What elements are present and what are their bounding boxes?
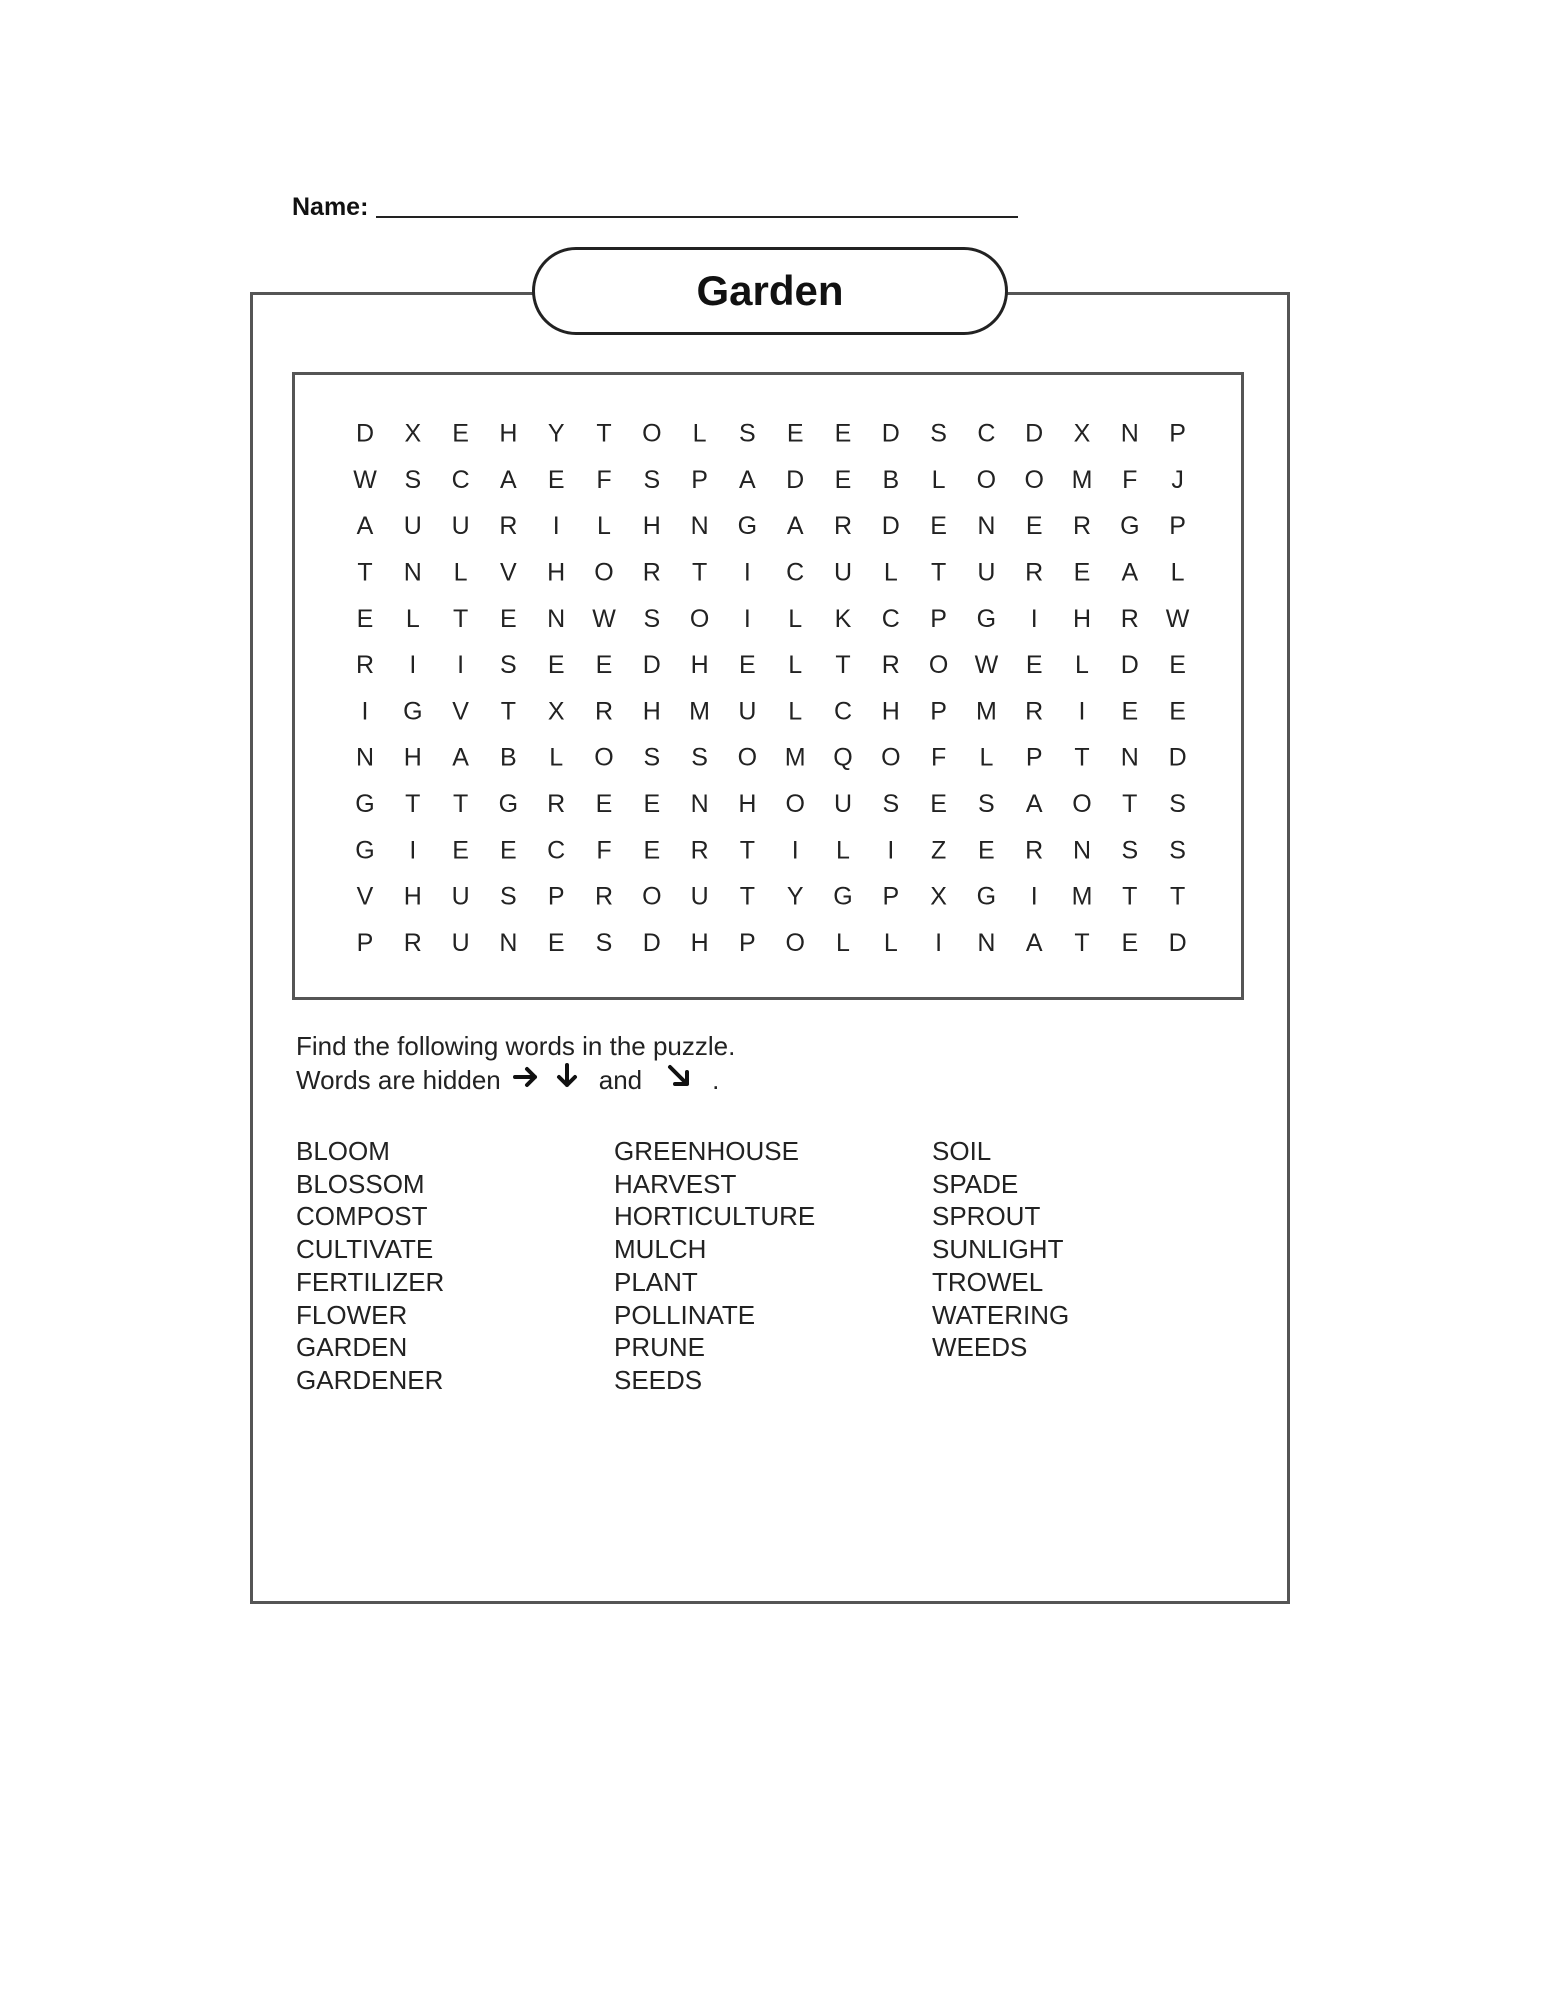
grid-letter[interactable]: C [547, 836, 566, 865]
grid-letter[interactable]: E [1169, 651, 1186, 680]
grid-letter[interactable]: N [403, 558, 422, 587]
grid-letter[interactable]: O [785, 790, 805, 819]
grid-letter[interactable]: T [1074, 743, 1090, 772]
grid-letter[interactable]: I [409, 651, 417, 680]
grid-letter[interactable]: E [547, 465, 565, 494]
grid-letter[interactable]: S [404, 465, 422, 494]
name-input-line[interactable] [376, 216, 1018, 218]
grid-letter[interactable]: M [784, 743, 806, 772]
grid-letter[interactable]: G [976, 882, 997, 911]
grid-letter[interactable]: L [836, 928, 850, 957]
grid-letter[interactable]: I [361, 697, 369, 726]
grid-letter[interactable]: H [642, 697, 661, 726]
grid-letter[interactable]: O [689, 604, 710, 633]
grid-letter[interactable]: S [1121, 836, 1139, 865]
grid-letter[interactable]: D [355, 419, 375, 448]
grid-letter[interactable]: W [1165, 604, 1190, 633]
instruction-line-1: Find the following words in the puzzle. [296, 1031, 736, 1061]
grid-letter[interactable]: P [739, 928, 756, 957]
grid-letter[interactable]: N [690, 512, 709, 541]
word-item: SPADE [932, 1168, 1019, 1199]
grid-letter[interactable]: P [1025, 743, 1043, 772]
word-item: GREENHOUSE [614, 1136, 799, 1166]
grid-letter[interactable]: X [930, 882, 947, 911]
grid-letter[interactable]: O [594, 558, 614, 587]
word-item: CULTIVATE [296, 1234, 434, 1265]
grid-letter[interactable]: G [498, 790, 519, 819]
grid-letter[interactable]: N [977, 512, 996, 541]
word-item: SOIL [932, 1136, 992, 1166]
grid-letter[interactable]: S [643, 743, 661, 772]
grid-letter[interactable]: E [452, 836, 469, 865]
grid-letter[interactable]: E [547, 928, 565, 957]
grid-letter[interactable]: M [1071, 465, 1093, 494]
grid-letter[interactable]: I [409, 836, 417, 865]
word-item: WATERING [932, 1299, 1070, 1330]
grid-letter[interactable]: H [881, 697, 900, 726]
grid-letter[interactable]: O [737, 743, 758, 772]
word-column-1 [296, 1135, 614, 1397]
grid-letter[interactable]: G [355, 790, 375, 819]
grid-letter[interactable]: F [596, 836, 612, 865]
instruction-and: and [598, 1064, 643, 1095]
grid-letter[interactable]: W [974, 651, 999, 680]
grid-letter[interactable]: H [403, 882, 422, 911]
grid-letter[interactable]: R [1120, 604, 1139, 633]
grid-letter[interactable]: H [642, 512, 661, 541]
grid-letter[interactable]: S [1169, 836, 1186, 865]
grid-letter[interactable]: E [930, 512, 947, 541]
grid-letter[interactable]: U [977, 558, 996, 587]
grid-letter[interactable]: A [1121, 558, 1139, 587]
grid-letter[interactable]: R [833, 512, 853, 541]
grid-letter[interactable]: E [786, 419, 804, 448]
grid-letter[interactable]: P [1169, 419, 1186, 448]
grid-letter[interactable]: T [1169, 882, 1186, 911]
grid-letter[interactable]: A [356, 512, 374, 541]
grid-letter[interactable]: I [1030, 882, 1038, 911]
grid-letter[interactable]: L [883, 558, 898, 587]
grid-letter[interactable]: D [786, 465, 805, 494]
grid-letter[interactable]: E [356, 604, 374, 633]
grid-letter[interactable]: L [883, 928, 898, 957]
grid-letter[interactable]: E [1121, 697, 1139, 726]
grid-letter[interactable]: E [1169, 697, 1186, 726]
grid-letter[interactable]: E [834, 419, 852, 448]
grid-letter[interactable]: H [690, 928, 709, 957]
grid-letter[interactable]: C [833, 697, 853, 726]
grid-letter[interactable]: E [739, 651, 756, 680]
word-item: GARDENER [296, 1364, 444, 1395]
grid-letter[interactable]: O [928, 651, 949, 680]
word-item: PLANT [614, 1266, 698, 1297]
grid-letter[interactable]: T [1122, 790, 1138, 819]
grid-letter[interactable]: H [547, 558, 566, 587]
grid-letter[interactable]: O [1072, 790, 1092, 819]
grid-letter[interactable]: D [1168, 743, 1187, 772]
word-item: POLLINATE [614, 1299, 756, 1330]
grid-letter[interactable]: S [643, 604, 661, 633]
grid-letter[interactable]: T [596, 419, 612, 448]
grid-letter[interactable]: E [643, 790, 661, 819]
word-column-2 [614, 1135, 932, 1397]
letter-grid [295, 375, 1241, 997]
word-item: WEEDS [932, 1332, 1028, 1363]
grid-letter[interactable]: L [788, 697, 803, 726]
grid-letter[interactable]: L [1170, 558, 1185, 587]
grid-letter[interactable]: R [1072, 512, 1092, 541]
grid-letter[interactable]: I [791, 836, 799, 865]
grid-letter[interactable]: I [743, 604, 751, 633]
word-item: HORTICULTURE [614, 1201, 816, 1232]
grid-letter[interactable]: R [499, 512, 518, 541]
grid-letter[interactable]: R [881, 651, 900, 680]
grid-letter[interactable]: F [930, 743, 947, 772]
grid-letter[interactable]: G [737, 512, 758, 541]
grid-letter[interactable]: L [788, 604, 803, 633]
grid-letter[interactable]: W [353, 465, 377, 494]
grid-letter[interactable]: S [500, 882, 517, 911]
grid-letter[interactable]: G [1120, 512, 1140, 541]
grid-letter[interactable]: E [1025, 651, 1043, 680]
grid-letter[interactable]: V [356, 882, 374, 911]
grid-letter[interactable]: B [882, 465, 900, 494]
arrow-down-icon [555, 1063, 579, 1097]
grid-letter[interactable]: U [403, 512, 422, 541]
grid-letter[interactable]: S [643, 465, 661, 494]
grid-letter[interactable]: R [690, 836, 709, 865]
word-item: PRUNE [614, 1332, 706, 1363]
grid-letter[interactable]: L [692, 419, 707, 448]
grid-letter[interactable]: H [690, 651, 709, 680]
grid-letter[interactable]: T [452, 790, 469, 819]
grid-letter[interactable]: U [451, 928, 470, 957]
grid-letter[interactable]: O [642, 419, 662, 448]
grid-letter[interactable]: I [1078, 697, 1086, 726]
grid-letter[interactable]: R [642, 558, 661, 587]
grid-letter[interactable]: L [1075, 651, 1089, 680]
grid-letter[interactable]: X [1073, 419, 1091, 448]
grid-letter[interactable]: O [881, 743, 901, 772]
grid-letter[interactable]: A [1025, 928, 1043, 957]
name-row [292, 193, 1018, 222]
grid-letter[interactable]: T [500, 697, 517, 726]
grid-letter[interactable]: P [1169, 512, 1186, 541]
grid-letter[interactable]: R [1025, 558, 1044, 587]
grid-letter[interactable]: O [785, 928, 805, 957]
grid-letter[interactable]: T [1122, 882, 1138, 911]
grid-letter[interactable]: W [592, 604, 616, 633]
grid-letter[interactable]: Q [833, 743, 853, 772]
letter-grid-box [292, 372, 1244, 1000]
grid-letter[interactable]: N [690, 790, 709, 819]
grid-letter[interactable]: Y [547, 419, 565, 448]
grid-letter[interactable]: E [643, 836, 661, 865]
instruction-prefix: Words are hidden [296, 1064, 501, 1095]
word-item: GARDEN [296, 1332, 408, 1363]
grid-letter[interactable]: E [452, 419, 469, 448]
word-item: SEEDS [614, 1364, 703, 1395]
word-item: MULCH [614, 1234, 707, 1265]
grid-letter[interactable]: P [930, 697, 947, 726]
grid-letter[interactable]: U [833, 558, 853, 587]
grid-letter[interactable]: N [1120, 743, 1139, 772]
grid-letter[interactable]: P [547, 882, 565, 911]
grid-letter[interactable]: S [500, 651, 517, 680]
grid-letter[interactable]: U [738, 697, 757, 726]
grid-letter[interactable]: C [977, 419, 996, 448]
grid-letter[interactable]: H [1072, 604, 1092, 633]
grid-letter[interactable]: A [786, 512, 804, 541]
title-banner [532, 247, 1008, 335]
grid-letter[interactable]: L [549, 743, 564, 772]
grid-letter[interactable]: R [1025, 697, 1044, 726]
word-item: COMPOST [296, 1201, 428, 1232]
grid-letter[interactable]: U [451, 882, 470, 911]
grid-letter[interactable]: A [452, 743, 469, 772]
grid-letter[interactable]: M [975, 697, 997, 726]
grid-letter[interactable]: D [881, 419, 900, 448]
grid-letter[interactable]: T [930, 558, 947, 587]
grid-letter[interactable]: G [403, 697, 423, 726]
grid-letter[interactable]: D [1120, 651, 1139, 680]
word-column-3 [932, 1135, 1250, 1397]
grid-letter[interactable]: I [457, 651, 465, 680]
word-item: FERTILIZER [296, 1266, 445, 1297]
grid-letter[interactable]: O [1024, 465, 1044, 494]
grid-letter[interactable]: E [500, 836, 517, 865]
grid-letter[interactable]: L [788, 651, 803, 680]
grid-letter[interactable]: M [689, 697, 711, 726]
word-item: SUNLIGHT [932, 1234, 1064, 1265]
grid-letter[interactable]: T [739, 836, 756, 865]
grid-letter[interactable]: E [1025, 512, 1043, 541]
word-item: TROWEL [932, 1266, 1044, 1297]
word-item: SPROUT [932, 1201, 1041, 1232]
grid-letter[interactable]: X [547, 697, 565, 726]
grid-letter[interactable]: G [976, 604, 997, 633]
grid-letter[interactable]: X [404, 419, 422, 448]
grid-letter[interactable]: S [930, 419, 947, 448]
grid-letter[interactable]: P [356, 928, 374, 957]
grid-letter[interactable]: D [1168, 928, 1187, 957]
grid-letter[interactable]: I [887, 836, 895, 865]
grid-letter[interactable]: P [882, 882, 900, 911]
grid-letter[interactable]: G [355, 836, 375, 865]
grid-letter[interactable]: E [1073, 558, 1091, 587]
grid-letter[interactable]: L [597, 512, 611, 541]
grid-letter[interactable]: L [453, 558, 468, 587]
grid-letter[interactable]: Y [786, 882, 804, 911]
grid-letter[interactable]: O [642, 882, 662, 911]
grid-letter[interactable]: F [596, 465, 612, 494]
word-item: BLOSSOM [296, 1168, 425, 1199]
grid-letter[interactable]: E [978, 836, 995, 865]
grid-letter[interactable]: P [691, 465, 708, 494]
grid-letter[interactable]: C [881, 604, 900, 633]
grid-letter[interactable]: T [452, 604, 469, 633]
grid-letter[interactable]: I [743, 558, 751, 587]
grid-letter[interactable]: B [500, 743, 517, 772]
grid-letter[interactable]: H [738, 790, 757, 819]
grid-letter[interactable]: E [1121, 928, 1139, 957]
word-item: BLOOM [296, 1136, 390, 1166]
grid-letter[interactable]: C [451, 465, 470, 494]
grid-letter[interactable]: O [976, 465, 997, 494]
grid-letter[interactable]: G [833, 882, 853, 911]
grid-letter[interactable]: T [405, 790, 421, 819]
grid-letter[interactable]: S [739, 419, 756, 448]
word-item: HARVEST [614, 1168, 737, 1199]
grid-letter[interactable]: T [1074, 928, 1090, 957]
grid-letter[interactable]: T [835, 651, 851, 680]
grid-letter[interactable]: I [935, 928, 943, 957]
grid-letter[interactable]: V [452, 697, 469, 726]
grid-letter[interactable]: D [1025, 419, 1044, 448]
grid-letter[interactable]: O [594, 743, 614, 772]
grid-letter[interactable]: T [691, 558, 708, 587]
instructions [296, 1030, 735, 1097]
grid-letter[interactable]: Z [930, 836, 947, 865]
name-label: Name: [292, 193, 369, 221]
grid-letter[interactable]: U [451, 512, 470, 541]
grid-letter[interactable]: A [500, 465, 517, 494]
grid-letter[interactable]: T [739, 882, 756, 911]
word-list [296, 1135, 1250, 1397]
grid-letter[interactable]: E [834, 465, 852, 494]
grid-letter[interactable]: P [930, 604, 947, 633]
grid-letter[interactable]: R [403, 928, 422, 957]
word-item: FLOWER [296, 1299, 408, 1330]
grid-letter[interactable]: R [1025, 836, 1044, 865]
grid-letter[interactable]: H [499, 419, 518, 448]
grid-letter[interactable]: J [1171, 465, 1184, 494]
grid-letter[interactable]: E [930, 790, 947, 819]
grid-letter[interactable]: R [594, 882, 614, 911]
arrow-right-icon [513, 1064, 539, 1097]
grid-letter[interactable]: K [834, 604, 852, 633]
grid-letter[interactable]: U [833, 790, 853, 819]
grid-letter[interactable]: N [355, 743, 375, 772]
grid-letter[interactable]: H [403, 743, 422, 772]
grid-letter[interactable]: L [931, 465, 946, 494]
grid-letter[interactable]: E [595, 651, 613, 680]
grid-letter[interactable]: D [881, 512, 900, 541]
grid-letter[interactable]: E [595, 790, 613, 819]
grid-letter[interactable]: V [500, 558, 517, 587]
grid-letter[interactable]: E [500, 604, 517, 633]
grid-letter[interactable]: M [1071, 882, 1093, 911]
grid-letter[interactable]: T [357, 558, 373, 587]
grid-letter[interactable]: N [499, 928, 518, 957]
grid-letter[interactable]: S [882, 790, 900, 819]
grid-letter[interactable]: F [1122, 465, 1138, 494]
grid-letter[interactable]: D [642, 928, 661, 957]
grid-letter[interactable]: I [552, 512, 560, 541]
grid-letter[interactable]: N [977, 928, 996, 957]
grid-letter[interactable]: I [1030, 604, 1038, 633]
grid-letter[interactable]: N [547, 604, 566, 633]
grid-letter[interactable]: L [979, 743, 994, 772]
grid-letter[interactable]: R [547, 790, 566, 819]
grid-letter[interactable]: A [739, 465, 756, 494]
grid-letter[interactable]: D [642, 651, 661, 680]
instruction-line-2 [296, 1063, 735, 1097]
grid-letter[interactable]: S [595, 928, 613, 957]
page-title: Garden [696, 267, 844, 314]
grid-letter[interactable]: L [405, 604, 420, 633]
grid-letter[interactable]: S [978, 790, 995, 819]
grid-letter[interactable]: R [594, 697, 614, 726]
grid-letter[interactable]: N [1072, 836, 1092, 865]
grid-letter[interactable]: U [690, 882, 709, 911]
grid-letter[interactable]: E [547, 651, 565, 680]
grid-letter[interactable]: A [1025, 790, 1043, 819]
instruction-end: . [712, 1064, 720, 1095]
grid-letter[interactable]: N [1120, 419, 1139, 448]
arrow-down-right-icon [666, 1063, 692, 1097]
grid-letter[interactable]: S [1169, 790, 1186, 819]
grid-letter[interactable]: L [836, 836, 850, 865]
grid-letter[interactable]: C [786, 558, 805, 587]
grid-letter[interactable]: S [691, 743, 708, 772]
grid-letter[interactable]: R [355, 651, 375, 680]
